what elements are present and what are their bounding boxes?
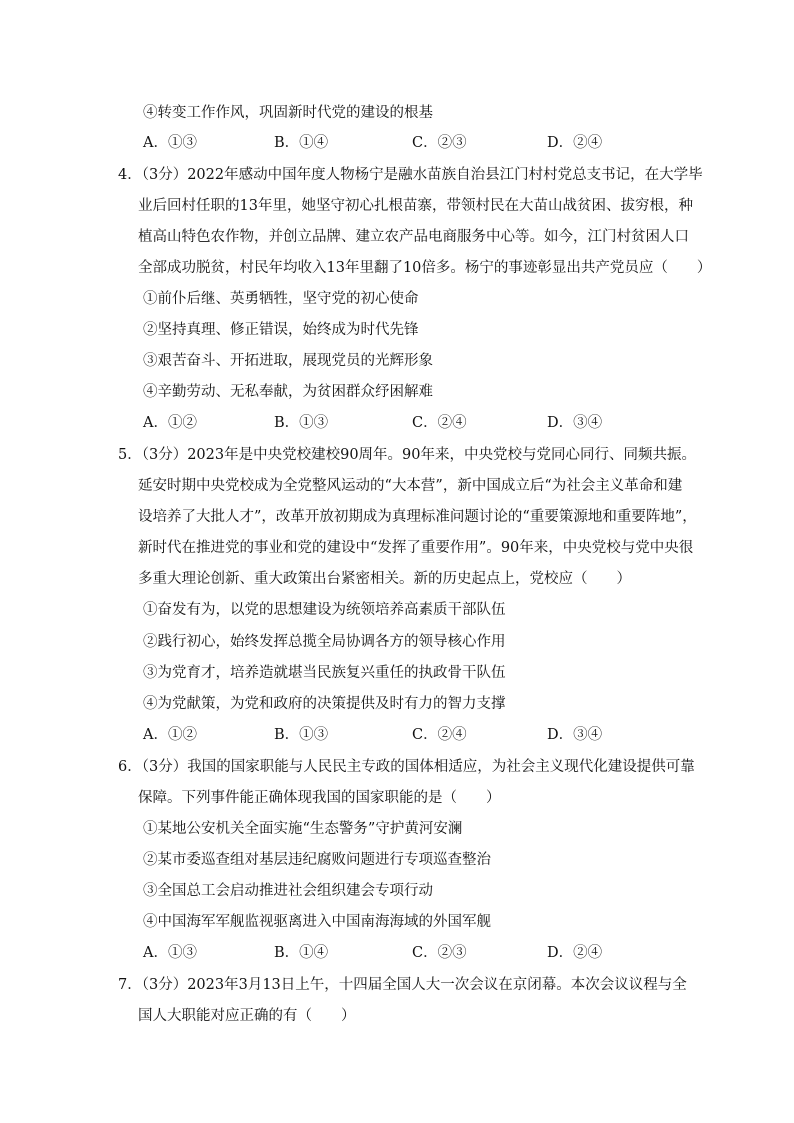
question-3-option-b: B．①④ [274, 135, 329, 151]
question-5-item-3: ③为党育才，培养造就堪当民族复兴重任的执政骨干队伍 [143, 665, 506, 681]
question-4-stem-line-2: 业后回村任职的13年里，她坚守初心扎根苗寨，带领村民在大苗山战贫困、拔穷根，种 [138, 198, 693, 214]
question-6-item-3: ③全国总工会启动推进社会组织建会专项行动 [143, 883, 433, 899]
question-4-stem-line-1: 4．（3分）2022年感动中国年度人物杨宁是融水苗族自治县江门村村党总支书记，在大学毕 [118, 167, 703, 183]
question-5-item-4: ④为党献策，为党和政府的决策提供及时有力的智力支撑 [143, 696, 506, 712]
question-4-option-c: C．②④ [412, 415, 467, 431]
question-5-stem-line-2: 延安时期中央党校成为全党整风运动的“大本营”，新中国成立后“为社会主义革命和建 [138, 478, 683, 494]
question-4-stem-line-4: 全部成功脱贫，村民年均收入13年里翻了10倍多。杨宁的事迹彰显出共产党员应（ ） [138, 260, 712, 276]
question-5-stem-line-1: 5．（3分）2023年是中央党校建校90周年。90年来，中央党校与党同心同行、同频共振。 [118, 447, 697, 463]
question-6-stem-line-2: 保障。下列事件能正确体现我国的国家职能的是（ ） [138, 790, 501, 806]
question-5-option-b: B．①③ [274, 727, 329, 743]
question-6-item-2: ②某市委巡查组对基层违纪腐败问题进行专项巡查整治 [143, 852, 491, 868]
question-6-item-4: ④中国海军军舰监视驱离进入中国南海海域的外国军舰 [143, 914, 491, 930]
question-7-stem-line-2: 国人大职能对应正确的有（ ） [138, 1008, 356, 1024]
question-5-item-1: ①奋发有为，以党的思想建设为统领培养高素质干部队伍 [143, 602, 506, 618]
question-5-option-a: A．①② [143, 727, 197, 743]
question-3-option-a: A．①③ [143, 135, 197, 151]
question-6-stem-line-1: 6．（3分）我国的国家职能与人民民主专政的国体相适应，为社会主义现代化建设提供可靠 [118, 759, 695, 775]
question-4-option-a: A．①② [143, 415, 197, 431]
question-3-option-d: D．②④ [547, 135, 603, 151]
question-5-stem-line-4: 新时代在推进党的事业和党的建设中“发挥了重要作用”。90年来，中央党校与党中央很 [138, 540, 694, 556]
question-6-option-d: D．②④ [547, 945, 603, 961]
question-6-option-a: A．①③ [143, 945, 197, 961]
question-6-option-c: C．②③ [412, 945, 467, 961]
question-4-item-3: ③艰苦奋斗、开拓进取，展现党员的光辉形象 [143, 353, 433, 369]
question-4-option-d: D．③④ [547, 415, 603, 431]
question-6-option-b: B．①④ [274, 945, 329, 961]
question-3-option-c: C．②③ [412, 135, 467, 151]
question-4-option-b: B．①③ [274, 415, 329, 431]
question-5-item-2: ②践行初心，始终发挥总揽全局协调各方的领导核心作用 [143, 634, 506, 650]
question-5-stem-line-5: 多重大理论创新、重大政策出台紧密相关。新的历史起点上，党校应（ ） [138, 571, 631, 587]
question-7-stem-line-1: 7．（3分）2023年3月13日上午，十四届全国人大一次会议在京闭幕。本次会议议程与全 [118, 977, 687, 993]
question-6-item-1: ①某地公安机关全面实施“生态警务”守护黄河安澜 [143, 821, 463, 837]
question-3-item-4: ④转变工作作风，巩固新时代党的建设的根基 [143, 105, 433, 121]
question-5-option-c: C．②④ [412, 727, 467, 743]
question-5-option-d: D．③④ [547, 727, 603, 743]
question-5-stem-line-3: 设培养了大批人才”，改革开放初期成为真理标准问题讨论的“重要策源地和重要阵地”， [138, 509, 697, 525]
question-4-item-4: ④辛勤劳动、无私奉献，为贫困群众纾困解难 [143, 384, 433, 400]
question-4-item-1: ①前仆后继、英勇牺牲，坚守党的初心使命 [143, 291, 419, 307]
question-4-stem-line-3: 植高山特色农作物，并创立品牌、建立农产品电商服务中心等。如今，江门村贫困人口 [138, 229, 689, 245]
question-4-item-2: ②坚持真理、修正错误，始终成为时代先锋 [143, 322, 419, 338]
